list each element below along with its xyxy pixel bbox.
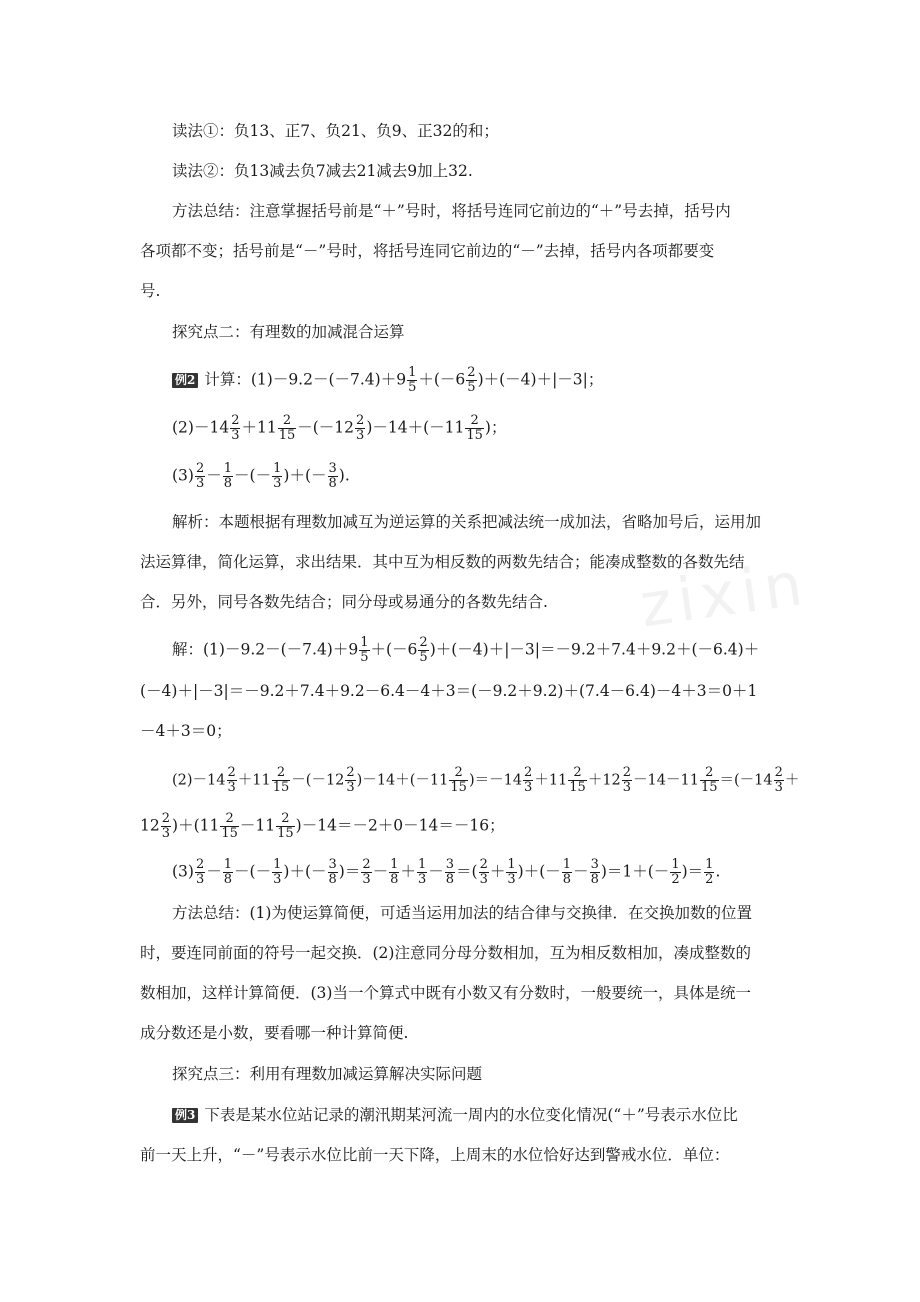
fraction: $\frac{2}{3}$ xyxy=(774,765,783,795)
fraction: $\frac{2}{15}$ xyxy=(278,413,296,443)
fraction: $\frac{3}{8}$ xyxy=(328,857,337,887)
section-heading-2: 探究点二：有理数的加减混合运算 xyxy=(172,323,405,341)
solution-3-line-1: (3) $\frac{2}{3}$ － $\frac{1}{8}$ －(－ $\frac{1}{3}$ )＋(－ $\frac{3}{8}$ )＝ $\frac{2}{3}$ － $\frac{1}{8}$ ＋ $\frac{1}{3}$ － $\frac{3}{8}$ ＝( $\frac{2}{3}$ ＋ $\frac{1}{3}$ )＋(－ $\frac{1}{8}$ － $\frac{3}{8}$ )＝1＋(－ $\frac{1}{2}$ )＝ $\frac{1}{2}$ . xyxy=(172,857,721,887)
method-summary-1c: 号. xyxy=(140,282,161,300)
fraction: $\frac{2}{15}$ xyxy=(221,811,238,841)
method-summary-1: 方法总结：注意掌握括号前是“＋”号时，将括号连同它前边的“＋”号去掉，括号内 xyxy=(172,202,731,220)
method-summary-2-d: 成分数还是小数，要看哪一种计算简便. xyxy=(140,1024,409,1042)
example-badge: 例2 xyxy=(172,373,198,388)
fraction: $\frac{2}{3}$ xyxy=(161,811,171,841)
fraction: $\frac{3}{8}$ xyxy=(590,857,599,887)
fraction: $\frac{1}{3}$ xyxy=(273,857,282,887)
fraction: $\frac{1}{8}$ xyxy=(562,857,572,887)
fraction: $\frac{2}{15}$ xyxy=(466,413,483,443)
solution-2-line-2: 12 $\frac{2}{3}$ )＋(11 $\frac{2}{15}$ －11 $\frac{2}{15}$ )－14＝－2＋0－14＝－16； xyxy=(140,811,505,841)
fraction: $\frac{1}{3}$ xyxy=(273,461,282,491)
fraction: $\frac{2}{3}$ xyxy=(195,857,205,887)
fraction: $\frac{1}{2}$ xyxy=(671,857,680,887)
fraction: $\frac{2}{15}$ xyxy=(272,765,290,795)
example-3-line-1: 例3 下表是某水位站记录的潮汛期某河流一周内的水位变化情况(“＋”号表示水位比 xyxy=(172,1104,738,1126)
solution-1-line-1: 解：(1)－9.2－(－7.4)＋9 $\frac{1}{5}$ ＋(－6 $\frac{2}{5}$ )＋(－4)＋|－3|＝－9.2＋7.4＋9.2＋(－6.4)＋ xyxy=(172,635,760,665)
analysis-2: 法运算律，简化运算，求出结果．其中互为相反数的两数先结合；能凑成整数的各数先结 xyxy=(140,553,745,571)
fraction: $\frac{2}{3}$ xyxy=(346,765,355,795)
fraction: $\frac{1}{8}$ xyxy=(223,857,233,887)
method-summary-1b: 各项都不变；括号前是“－”号时，将括号连同它前边的“－”去掉，括号内各项都要变 xyxy=(140,242,715,260)
example-badge: 例3 xyxy=(172,1108,198,1123)
fraction: $\frac{2}{15}$ xyxy=(569,765,586,795)
fraction: $\frac{2}{3}$ xyxy=(622,765,632,795)
fraction: $\frac{2}{5}$ xyxy=(467,365,476,395)
solution-1-line-2: (－4)＋|－3|＝－9.2＋7.4＋9.2－6.4－4＋3＝(－9.2＋9.2)＋(7.4－6.4)－4＋3＝0＋1 xyxy=(140,682,758,700)
watermark: zixin xyxy=(635,548,813,642)
method-summary-2-c: 数相加，这样计算简便．(3)当一个算式中既有小数又有分数时，一般要统一，具体是统一 xyxy=(140,984,751,1002)
example-2-line-3: (3) $\frac{2}{3}$ － $\frac{1}{8}$ －(－ $\frac{1}{3}$ )＋(－ $\frac{3}{8}$ ). xyxy=(172,461,350,491)
fraction: $\frac{1}{3}$ xyxy=(507,857,516,887)
fraction: $\frac{2}{3}$ xyxy=(479,857,488,887)
reading-1: 读法①：负13、正7、负21、负9、正32的和； xyxy=(172,122,499,140)
fraction: $\frac{2}{5}$ xyxy=(419,635,428,665)
analysis-3: 合．另外，同号各数先结合；同分母或易通分的各数先结合. xyxy=(140,593,548,611)
fraction: $\frac{2}{3}$ xyxy=(231,413,240,443)
fraction: $\frac{1}{2}$ xyxy=(705,857,714,887)
fraction: $\frac{3}{8}$ xyxy=(445,857,455,887)
fraction: $\frac{1}{3}$ xyxy=(417,857,427,887)
fraction: $\frac{2}{15}$ xyxy=(450,765,467,795)
example-2-line-2: (2)－14 $\frac{2}{3}$ ＋11 $\frac{2}{15}$ －(－12 $\frac{2}{3}$ )－14＋(－11 $\frac{2}{15}$ )； xyxy=(172,413,507,443)
fraction: $\frac{2}{3}$ xyxy=(362,857,371,887)
fraction: $\frac{1}{8}$ xyxy=(223,461,233,491)
fraction: $\frac{2}{3}$ xyxy=(356,413,365,443)
example-2-line-1: 例2 计算：(1)－9.2－(－7.4)＋9 $\frac{1}{5}$ ＋(－6 $\frac{2}{5}$ )＋(－4)＋|－3|； xyxy=(172,366,603,395)
solution-2-line-1: (2)－14 $\frac{2}{3}$ ＋11 $\frac{2}{15}$ －(－12 $\frac{2}{3}$ )－14＋(－11 $\frac{2}{15}$ )＝－14 $\frac{2}{3}$ ＋11 $\frac{2}{15}$ ＋12 $\frac{2}{3}$ －14－11 $\frac{2}{15}$ ＝(－14 $\frac{2}{3}$ ＋ xyxy=(172,765,800,795)
fraction: $\frac{1}{8}$ xyxy=(390,857,399,887)
section-heading-3: 探究点三：利用有理数加减运算解决实际问题 xyxy=(172,1065,483,1083)
solution-1-line-3: －4＋3＝0； xyxy=(140,722,232,740)
fraction: $\frac{2}{3}$ xyxy=(195,461,205,491)
fraction: $\frac{2}{3}$ xyxy=(524,765,533,795)
fraction: $\frac{2}{15}$ xyxy=(700,765,718,795)
reading-2: 读法②：负13减去负7减去21减去9加上32. xyxy=(172,162,473,180)
fraction: $\frac{2}{15}$ xyxy=(277,811,294,841)
fraction: $\frac{3}{8}$ xyxy=(328,461,337,491)
fraction: $\frac{2}{3}$ xyxy=(227,765,236,795)
analysis-1: 解析：本题根据有理数加减互为逆运算的关系把减法统一成加法，省略加号后，运用加 xyxy=(172,513,762,531)
method-summary-2-a: 方法总结：(1)为使运算简便，可适当运用加法的结合律与交换律．在交换加数的位置 xyxy=(172,904,752,922)
example-3-line-2: 前一天上升，“－”号表示水位比前一天下降，上周末的水位恰好达到警戒水位．单位： xyxy=(140,1146,730,1164)
fraction: $\frac{1}{5}$ xyxy=(360,635,369,665)
fraction: $\frac{1}{5}$ xyxy=(408,365,417,395)
method-summary-2-b: 时，要连同前面的符号一起交换．(2)注意同分母分数相加，互为相反数相加，凑成整数的 xyxy=(140,944,751,962)
